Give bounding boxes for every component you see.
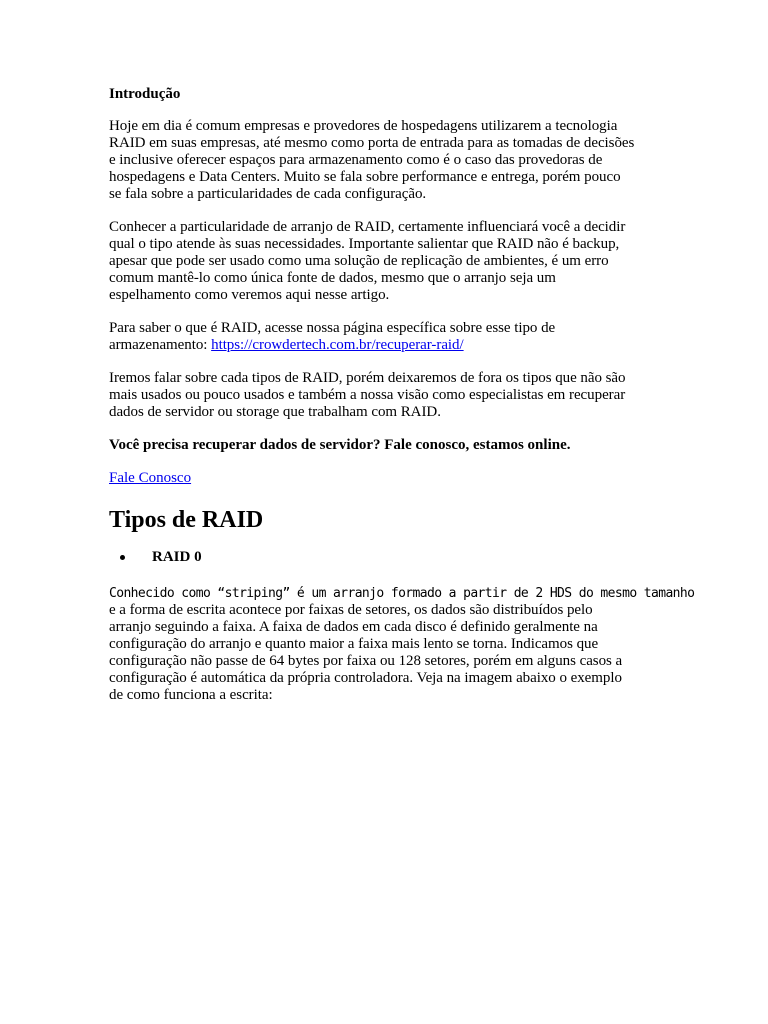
- raid-types-list: [109, 547, 669, 567]
- text-line: configuração é automática da própria controladora. Veja na imagem abaixo o exemplo: [109, 670, 622, 686]
- intro-heading: Introdução: [109, 86, 181, 102]
- raid-types-heading: Tipos de RAID: [109, 507, 264, 533]
- intro-paragraph-3: [109, 320, 669, 354]
- text-line: hospedagens e Data Centers. Muito se fala sobre performance e entrega, porém pouco: [109, 169, 621, 185]
- text-line: Iremos falar sobre cada tipos de RAID, porém deixaremos de fora os tipos que não são: [109, 370, 626, 386]
- document-body: [109, 84, 695, 720]
- text-line: Para saber o que é RAID, acesse nossa página específica sobre esse tipo de: [109, 320, 556, 336]
- text-line: e inclusive oferecer espaços para armazenamento como é o caso das provedoras de: [109, 152, 603, 168]
- text-line: espelhamento como veremos aqui nesse artigo.: [109, 287, 390, 303]
- text-line: configuração não passe de 64 bytes por faixa ou 128 setores, porém em alguns casos a: [109, 653, 623, 669]
- intro-paragraph-2: [109, 219, 669, 304]
- text-line: mais usados ou pouco usados e também a nossa visão como especialistas em recuperar: [109, 387, 626, 403]
- text-line: configuração do arranjo e quanto maior a faixa mais lento se torna. Indicamos que: [109, 636, 599, 652]
- text-line: de como funciona a escrita:: [109, 687, 273, 703]
- bullet-icon: [120, 555, 125, 560]
- text-line: comum mantê-lo como única fonte de dados, mesmo que o arranjo seja um: [109, 270, 556, 286]
- text-line: se fala sobre a particularidades de cada configuração.: [109, 186, 427, 202]
- list-item-label: RAID 0: [152, 549, 202, 565]
- text-line: dados de servidor ou storage que trabalham com RAID.: [109, 404, 441, 420]
- contact-link[interactable]: Fale Conosco: [109, 470, 192, 486]
- text-line: [109, 337, 669, 354]
- text-line: RAID em suas empresas, até mesmo como porta de entrada para as tomadas de decisões: [109, 135, 635, 151]
- text-line: Conhecido como “striping” é um arranjo formado a partir de 2 HDS do mesmo tamanho: [109, 586, 695, 601]
- text-line: Conhecer a particularidade de arranjo de RAID, certamente influenciará você a decidir: [109, 219, 626, 235]
- raid-page-link[interactable]: https://crowdertech.com.br/recuperar-raid/: [211, 337, 464, 353]
- intro-paragraph-1: [109, 118, 669, 203]
- list-item: [109, 547, 669, 567]
- raid0-paragraph: [109, 585, 695, 704]
- intro-paragraph-4: [109, 370, 669, 421]
- text-line: arranjo seguindo a faixa. A faixa de dados em cada disco é definido geralmente na: [109, 619, 598, 635]
- text-line: qual o tipo atende às suas necessidades. Importante salientar que RAID não é backup,: [109, 236, 620, 252]
- contact-paragraph: [109, 470, 669, 487]
- cta-text: Você precisa recuperar dados de servidor? Fale conosco, estamos online.: [109, 437, 571, 453]
- text-line: apesar que pode ser usado como uma solução de replicação de ambientes, é um erro: [109, 253, 609, 269]
- text-line: Hoje em dia é comum empresas e provedores de hospedagens utilizarem a tecnologia: [109, 118, 618, 134]
- text-line: e a forma de escrita acontece por faixas de setores, os dados são distribuídos pelo: [109, 602, 593, 618]
- text-fragment: armazenamento:: [109, 337, 212, 353]
